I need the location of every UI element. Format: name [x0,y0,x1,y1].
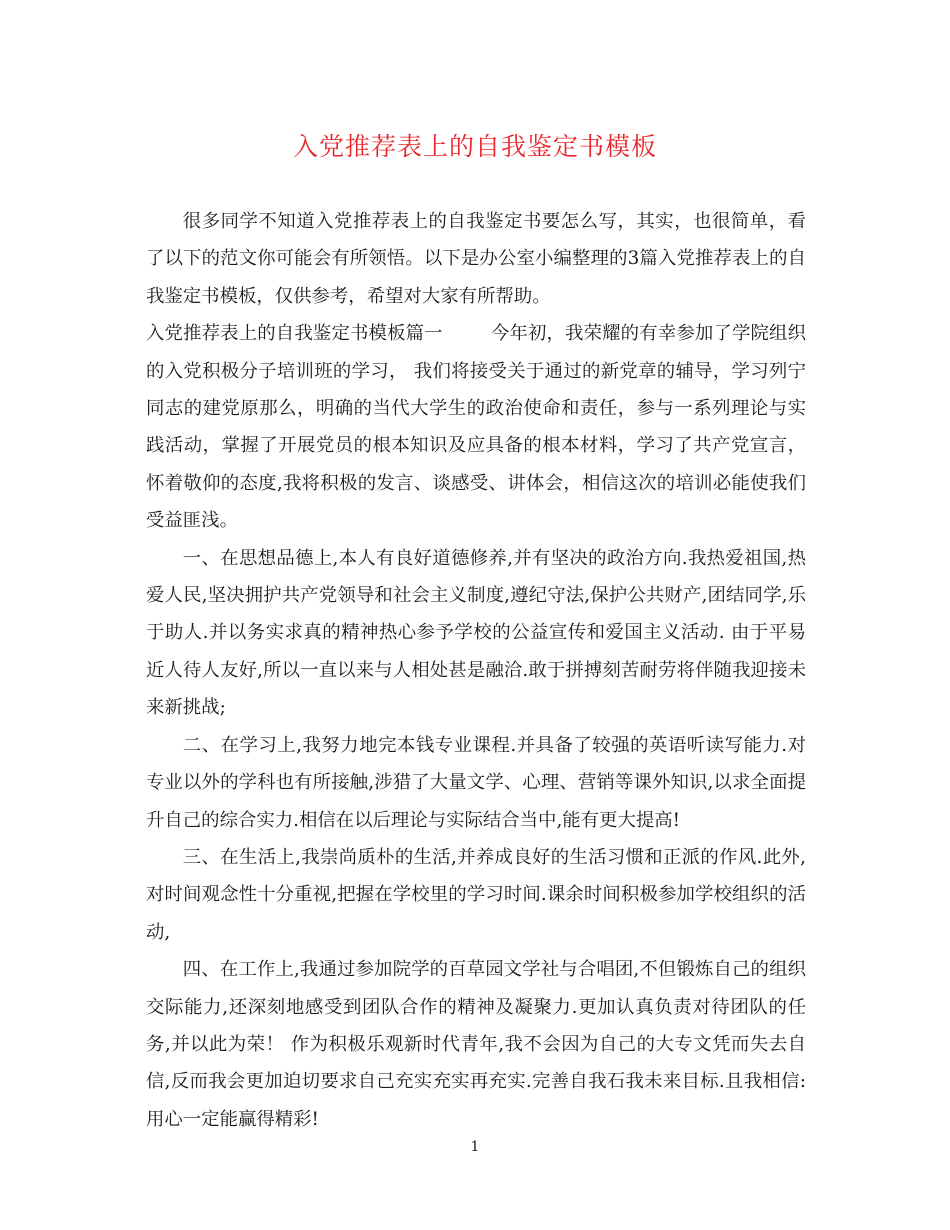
section-heading: 入党推荐表上的自我鉴定书模板篇一 [146,323,443,345]
paragraph-work: 四、在工作上,我通过参加院学的百草园文学社与合唱团,不但锻炼自己的组织交际能力,还深刻地感受到团队合作的精神及凝聚力.更加认真负责对待团队的任务,并以此为荣！ 作为积极乐观新时代青年,我不会因为自己的大专文凭而失去自信,反而我会更加迫切要求自己充实充实再充实.完善自我石我未来目标.且我相信:用心一定能赢得精彩! [146,959,806,1130]
paragraph-morality: 一、在思想品德上,本人有良好道德修养,并有坚决的政治方向.我热爱祖国,热爱人民,坚决拥护共产党领导和社会主义制度,遵纪守法,保护公共财产,团结同学,乐于助人.并以务实求真的精神热心参予学校的公益宣传和爱国主义活动. 由于平易近人待人友好,所以一直以来与人相处甚是融洽.敢于拼搏刻苦耐劳将伴随我迎接未来新挑战; [146,547,806,719]
paragraph-study: 二、在学习上,我努力地完本钱专业课程.并具备了较强的英语听读写能力.对专业以外的学科也有所接触,涉猎了大量文学、心理、营销等课外知识,以求全面提升自己的综合实力.相信在以后理论与实际结合当中,能有更大提高! [146,734,806,831]
paragraph-life: 三、在生活上,我崇尚质朴的生活,并养成良好的生活习惯和正派的作风.此外,对时间观念性十分重视,把握在学校里的学习时间.课余时间积极参加学校组织的活动, [146,846,806,943]
section-paragraph [146,315,806,539]
page-number: 1 [470,1139,480,1155]
document-body [146,203,806,1138]
intro-paragraph: 很多同学不知道入党推荐表上的自我鉴定书要怎么写，其实，也很简单，看了以下的范文你可能会有所领悟。以下是办公室小编整理的3篇入党推荐表上的自我鉴定书模板，仅供参考，希望对大家有所帮助。 [146,211,806,307]
section-intro: 今年初，我荣耀的有幸参加了学院组织的入党积极分子培训班的学习， 我们将接受关于通过的新党章的辅导，学习列宁同志的建党原那么，明确的当代大学生的政治使命和责任，参与一系列理论与实践活动，掌握了开展党员的根本知识及应具备的根本材料，学习了共产党宣言，怀着敬仰的态度,我将积极的发言、谈感受、讲体会，相信这次的培训必能使我们受益匪浅。 [146,323,806,532]
document-title: 入党推荐表上的自我鉴定书模板 [292,132,657,161]
